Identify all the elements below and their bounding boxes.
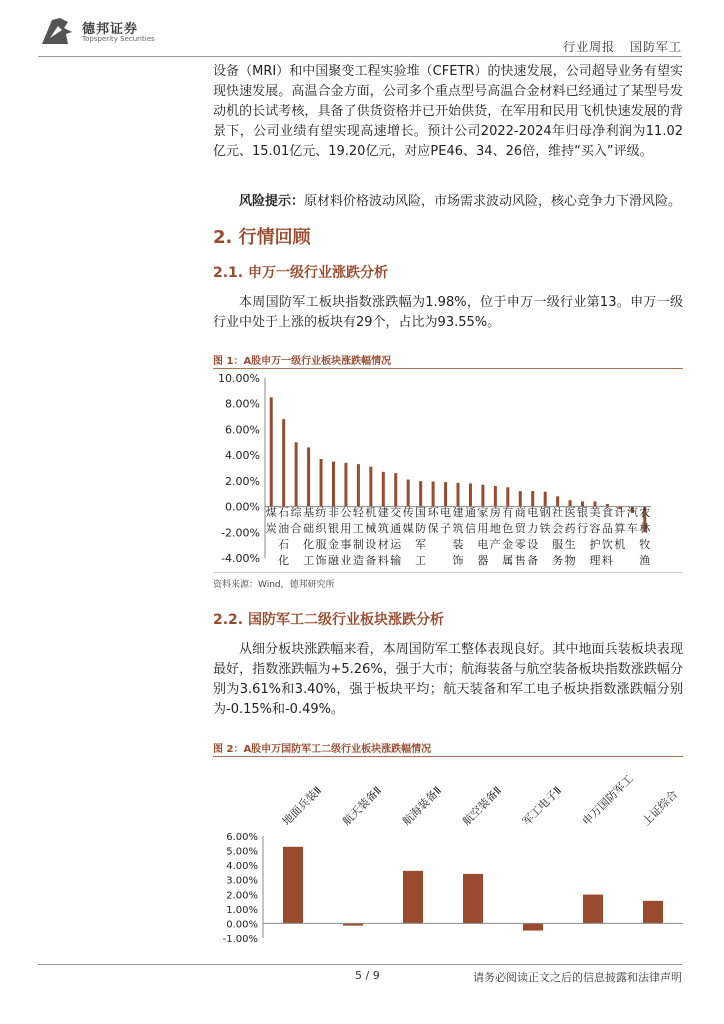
x-tick-label: 航海装备Ⅱ <box>399 783 445 829</box>
x-tick-label-char: 产 <box>489 538 501 551</box>
x-tick-label-char: 业 <box>340 554 352 567</box>
x-tick-label-char: 工 <box>303 554 315 567</box>
x-tick-label-char: 非 <box>327 506 339 519</box>
risk-text: 原材料价格波动风险，市场需求波动风险，核心竞争力下滑风险。 <box>304 194 682 209</box>
x-tick-label-char: 医 <box>564 506 576 519</box>
bar-机械设备 <box>369 467 372 507</box>
y-tick-label: 0.00% <box>225 500 260 514</box>
x-tick-label-char: 汽 <box>626 506 638 519</box>
x-tick-label-char: 筑 <box>452 522 464 535</box>
bar-纺织服饰 <box>320 459 323 507</box>
bar-建筑材料 <box>382 472 385 507</box>
x-tick-label-char: 油 <box>278 522 290 535</box>
x-tick-label-char: 保 <box>427 522 439 535</box>
figure-2-chart <box>213 760 683 950</box>
bar-煤炭 <box>270 397 273 506</box>
bar-钢铁 <box>544 492 547 507</box>
x-tick-label: 地面兵装Ⅱ <box>279 783 325 829</box>
y-tick-label: 8.00% <box>225 397 260 411</box>
figure-2-top-rule <box>213 756 683 757</box>
y-tick-label: 0.00% <box>226 919 258 931</box>
x-tick-label-char: 械 <box>365 522 377 535</box>
section-2-2-title: 2.2. 国防军工二级行业板块涨跌分析 <box>213 612 444 628</box>
logo-english-name: Topsperity Securities <box>82 35 155 43</box>
bar-国防军工 <box>419 481 422 506</box>
footer-divider <box>38 964 682 965</box>
x-tick-label-char: 机 <box>614 538 626 551</box>
x-tick-label-char: 电 <box>440 506 452 519</box>
x-tick-label-char: 工 <box>415 554 427 567</box>
x-tick-label-char: 织 <box>315 522 327 535</box>
bar-石油石化 <box>282 419 285 506</box>
risk-warning <box>213 192 683 212</box>
x-tick-label-char: 社 <box>552 506 564 519</box>
x-tick-label-char: 合 <box>290 522 302 535</box>
x-tick-label-char: 护 <box>589 538 601 551</box>
y-tick-label: -2.00% <box>221 526 260 540</box>
bar-申万国防军工 <box>583 895 603 924</box>
x-tick-label-char: 化 <box>278 554 290 567</box>
x-tick-label-char: 机 <box>365 506 377 519</box>
bar-综合 <box>295 442 298 506</box>
x-tick-label-char: 房 <box>489 506 501 519</box>
x-tick-label-char: 力 <box>527 522 539 535</box>
report-type: 行业周报 <box>563 40 616 54</box>
x-tick-label-char: 器 <box>477 554 489 567</box>
x-tick-label-char: 军 <box>415 538 427 551</box>
x-tick-label-char: 事 <box>340 538 352 551</box>
y-tick-label: 10.00% <box>218 372 260 385</box>
x-tick-label-char: 零 <box>514 538 526 551</box>
bar-建筑装饰 <box>457 483 460 507</box>
x-tick-label-char: 属 <box>502 554 514 567</box>
section-2-2-paragraph: 从细分板块涨跌幅来看，本周国防军工整体表现良好。其中地面兵装板块表现最好，指数涨跌幅为+5.26%，强于大市；航海装备与航空装备板块指数涨跌幅分别为3.61%和3.40%，强于板块平均；航天装备和军工电子板块指数涨跌幅分别为-0.15%和-0.49%。 <box>213 642 683 717</box>
x-tick-label-char: 工 <box>352 522 364 535</box>
x-tick-label-char: 铁 <box>539 522 551 535</box>
x-tick-label-char: 轻 <box>352 506 364 519</box>
bar-通信 <box>469 483 472 506</box>
x-tick-label-char: 算 <box>614 522 626 535</box>
x-tick-label-char: 化 <box>303 538 315 551</box>
x-tick-label-char: 售 <box>514 554 526 567</box>
x-tick-label-char: 础 <box>303 522 315 535</box>
figure-1-bottom-rule <box>213 572 683 573</box>
bar-电子 <box>444 482 447 506</box>
x-tick-label-char: 计 <box>614 506 626 519</box>
x-tick-label-char: 综 <box>290 506 302 519</box>
x-tick-label-char: 设 <box>527 538 539 551</box>
y-tick-label: -4.00% <box>221 552 260 565</box>
bar-家用电器 <box>481 485 484 507</box>
bar-航海装备Ⅱ <box>403 871 423 924</box>
x-tick-label-char: 林 <box>639 522 651 535</box>
bar-轻工制造 <box>357 464 360 506</box>
risk-label: 风险提示： <box>239 194 305 209</box>
figure-1-title: 图 1：A股申万一级行业板块涨跌幅情况 <box>213 356 392 367</box>
x-tick-label-char: 信 <box>464 522 476 535</box>
x-tick-label-char: 容 <box>589 522 601 535</box>
x-tick-label-char: 炭 <box>265 522 277 535</box>
bar-基础化工 <box>307 447 310 506</box>
sector-name: 国防军工 <box>629 40 682 54</box>
bar-上证综合 <box>643 901 663 924</box>
section-2-1-paragraph: 本周国防军工板块指数涨跌幅为1.98%，位于申万一级行业第13。申万一级行业中处于上涨的板块有29个，占比为93.55%。 <box>213 295 683 330</box>
header-tags <box>553 38 682 55</box>
x-tick-label-char: 基 <box>303 506 315 519</box>
x-tick-label-char: 电 <box>477 538 489 551</box>
x-tick-label-char: 钢 <box>539 506 551 519</box>
x-tick-label-char: 家 <box>477 506 489 519</box>
x-tick-label-char: 车 <box>626 522 638 535</box>
x-tick-label-char: 食 <box>601 506 613 519</box>
x-tick-label-char: 设 <box>365 538 377 551</box>
bar-房地产 <box>494 486 497 507</box>
x-tick-label: 航天装备Ⅱ <box>339 783 385 829</box>
y-tick-label: 6.00% <box>225 423 260 437</box>
logo-chinese-name: 德邦证券 <box>82 22 139 37</box>
x-tick-label-char: 备 <box>527 554 539 567</box>
x-tick-label-char: 纺 <box>315 506 327 519</box>
section-2-title: 2. 行情回顾 <box>213 227 311 248</box>
x-tick-label-char: 传 <box>402 506 414 519</box>
bar-地面兵装Ⅱ <box>283 847 303 924</box>
x-tick-label-char: 药 <box>564 522 576 535</box>
x-tick-label-char: 色 <box>502 522 514 535</box>
x-tick-label-char: 饰 <box>315 554 327 567</box>
x-tick-label-char: 通 <box>390 522 402 535</box>
figure-1-source: 资料来源：Wind，德邦研究所 <box>213 580 335 590</box>
x-tick-label-char: 运 <box>390 538 402 551</box>
x-tick-label-char: 材 <box>377 538 389 551</box>
x-tick-label-char: 建 <box>452 506 464 519</box>
x-tick-label-char: 料 <box>377 554 389 567</box>
x-tick-label-char: 生 <box>564 538 576 551</box>
x-tick-label-char: 行 <box>577 522 589 535</box>
bar-军工电子Ⅱ <box>523 923 543 930</box>
x-tick-label-char: 服 <box>315 538 327 551</box>
header-divider <box>38 56 682 57</box>
x-tick-label-char: 牧 <box>639 538 651 551</box>
x-tick-label-char: 渔 <box>639 554 651 567</box>
x-tick-label-char: 饰 <box>452 554 464 567</box>
x-tick-label-char: 用 <box>477 522 489 535</box>
y-tick-label: -1.00% <box>222 934 258 945</box>
page-number: 5 / 9 <box>355 969 380 982</box>
x-tick-label: 航空装备Ⅱ <box>459 783 505 829</box>
figure-2-title: 图 2：A股申万国防军工二级行业板块涨跌幅情况 <box>213 744 432 755</box>
y-tick-label: 6.00% <box>226 832 258 843</box>
x-tick-label-char: 媒 <box>402 522 414 535</box>
x-tick-label-char: 制 <box>352 538 364 551</box>
x-tick-label-char: 公 <box>340 506 352 519</box>
bar-商贸零售 <box>519 491 522 506</box>
bar-公用事业 <box>344 463 347 507</box>
y-tick-label: 2.00% <box>225 474 260 488</box>
x-tick-label-char: 用 <box>340 522 352 535</box>
x-tick-label-char: 防 <box>415 522 427 535</box>
y-tick-label: 4.00% <box>226 861 258 873</box>
x-tick-label: 军工电子Ⅱ <box>519 783 565 829</box>
footer-disclaimer: 请务必阅读正文之后的信息披露和法律声明 <box>473 971 682 984</box>
x-tick-label-char: 金 <box>327 538 339 551</box>
bar-非银金融 <box>332 462 335 507</box>
y-tick-label: 2.00% <box>226 890 258 902</box>
x-tick-label-char: 美 <box>589 506 601 519</box>
x-tick-label-char: 物 <box>564 554 576 567</box>
x-tick-label-char: 备 <box>365 554 377 567</box>
x-tick-label-char: 银 <box>327 522 339 535</box>
x-tick-label-char: 煤 <box>265 506 277 519</box>
x-tick-label-char: 造 <box>352 554 364 567</box>
bar-有色金属 <box>506 487 509 506</box>
x-tick-label-char: 会 <box>552 522 564 535</box>
figure-1-chart <box>213 370 683 570</box>
x-tick-label-char: 通 <box>464 506 476 519</box>
x-tick-label-char: 务 <box>552 554 564 567</box>
x-tick-label-char: 子 <box>440 522 452 535</box>
y-tick-label: 1.00% <box>226 904 258 916</box>
x-tick-label-char: 品 <box>601 522 613 535</box>
x-tick-label-char: 输 <box>390 554 402 567</box>
intro-paragraph: 设备（MRI）和中国聚变工程实验堆（CFETR）的快速发展，公司超导业务有望实现快速发展。高温合金方面，公司多个重点型号高温合金材料已经通过了某型号发动机的长试考核，具备了供货资格并已开始供货，在军用和民用飞机快速发展的背景下，公司业绩有望实现高速增长。预计公司2022-2024年归母净利润为11.02亿元、15.01亿元、19.20亿元，对应PE46、34、26倍，维持“买入”评级。 <box>213 64 683 159</box>
x-tick-label-char: 国 <box>415 506 427 519</box>
bar-交通运输 <box>394 473 397 506</box>
x-tick-label-char: 有 <box>502 506 514 519</box>
x-tick-label-char: 银 <box>577 506 589 519</box>
x-tick-label-char: 筑 <box>377 522 389 535</box>
x-tick-label-char: 理 <box>589 554 601 567</box>
x-tick-label-char: 地 <box>489 522 501 535</box>
x-tick-label-char: 石 <box>278 538 290 551</box>
x-tick-label-char: 石 <box>278 506 290 519</box>
bar-电力设备 <box>531 491 534 506</box>
x-tick-label-char: 商 <box>514 506 526 519</box>
x-tick-label-char: 电 <box>527 506 539 519</box>
y-tick-label: 3.00% <box>226 875 258 887</box>
bar-传媒 <box>407 480 410 507</box>
x-tick-label-char: 贸 <box>514 522 526 535</box>
x-tick-label-char: 料 <box>601 554 613 567</box>
x-tick-label-char: 服 <box>552 538 564 551</box>
x-tick-label-char: 农 <box>639 506 651 519</box>
x-tick-label-char: 装 <box>452 538 464 551</box>
x-tick-label-char: 环 <box>427 506 439 519</box>
x-tick-label-char: 交 <box>390 506 402 519</box>
bar-航空装备Ⅱ <box>463 874 483 924</box>
x-tick-label-char: 建 <box>377 506 389 519</box>
bar-环保 <box>432 482 435 507</box>
x-tick-label: 申万国防军工 <box>579 772 636 829</box>
y-tick-label: 4.00% <box>225 449 260 463</box>
figure-1-top-rule <box>213 368 683 369</box>
y-tick-label: 5.00% <box>226 846 258 858</box>
x-tick-label: 上证综合 <box>639 787 681 829</box>
x-tick-label-char: 金 <box>502 538 514 551</box>
x-tick-label-char: 融 <box>327 554 339 567</box>
section-2-1-title: 2.1. 申万一级行业涨跌分析 <box>213 265 388 281</box>
x-tick-label-char: 饮 <box>601 538 613 551</box>
